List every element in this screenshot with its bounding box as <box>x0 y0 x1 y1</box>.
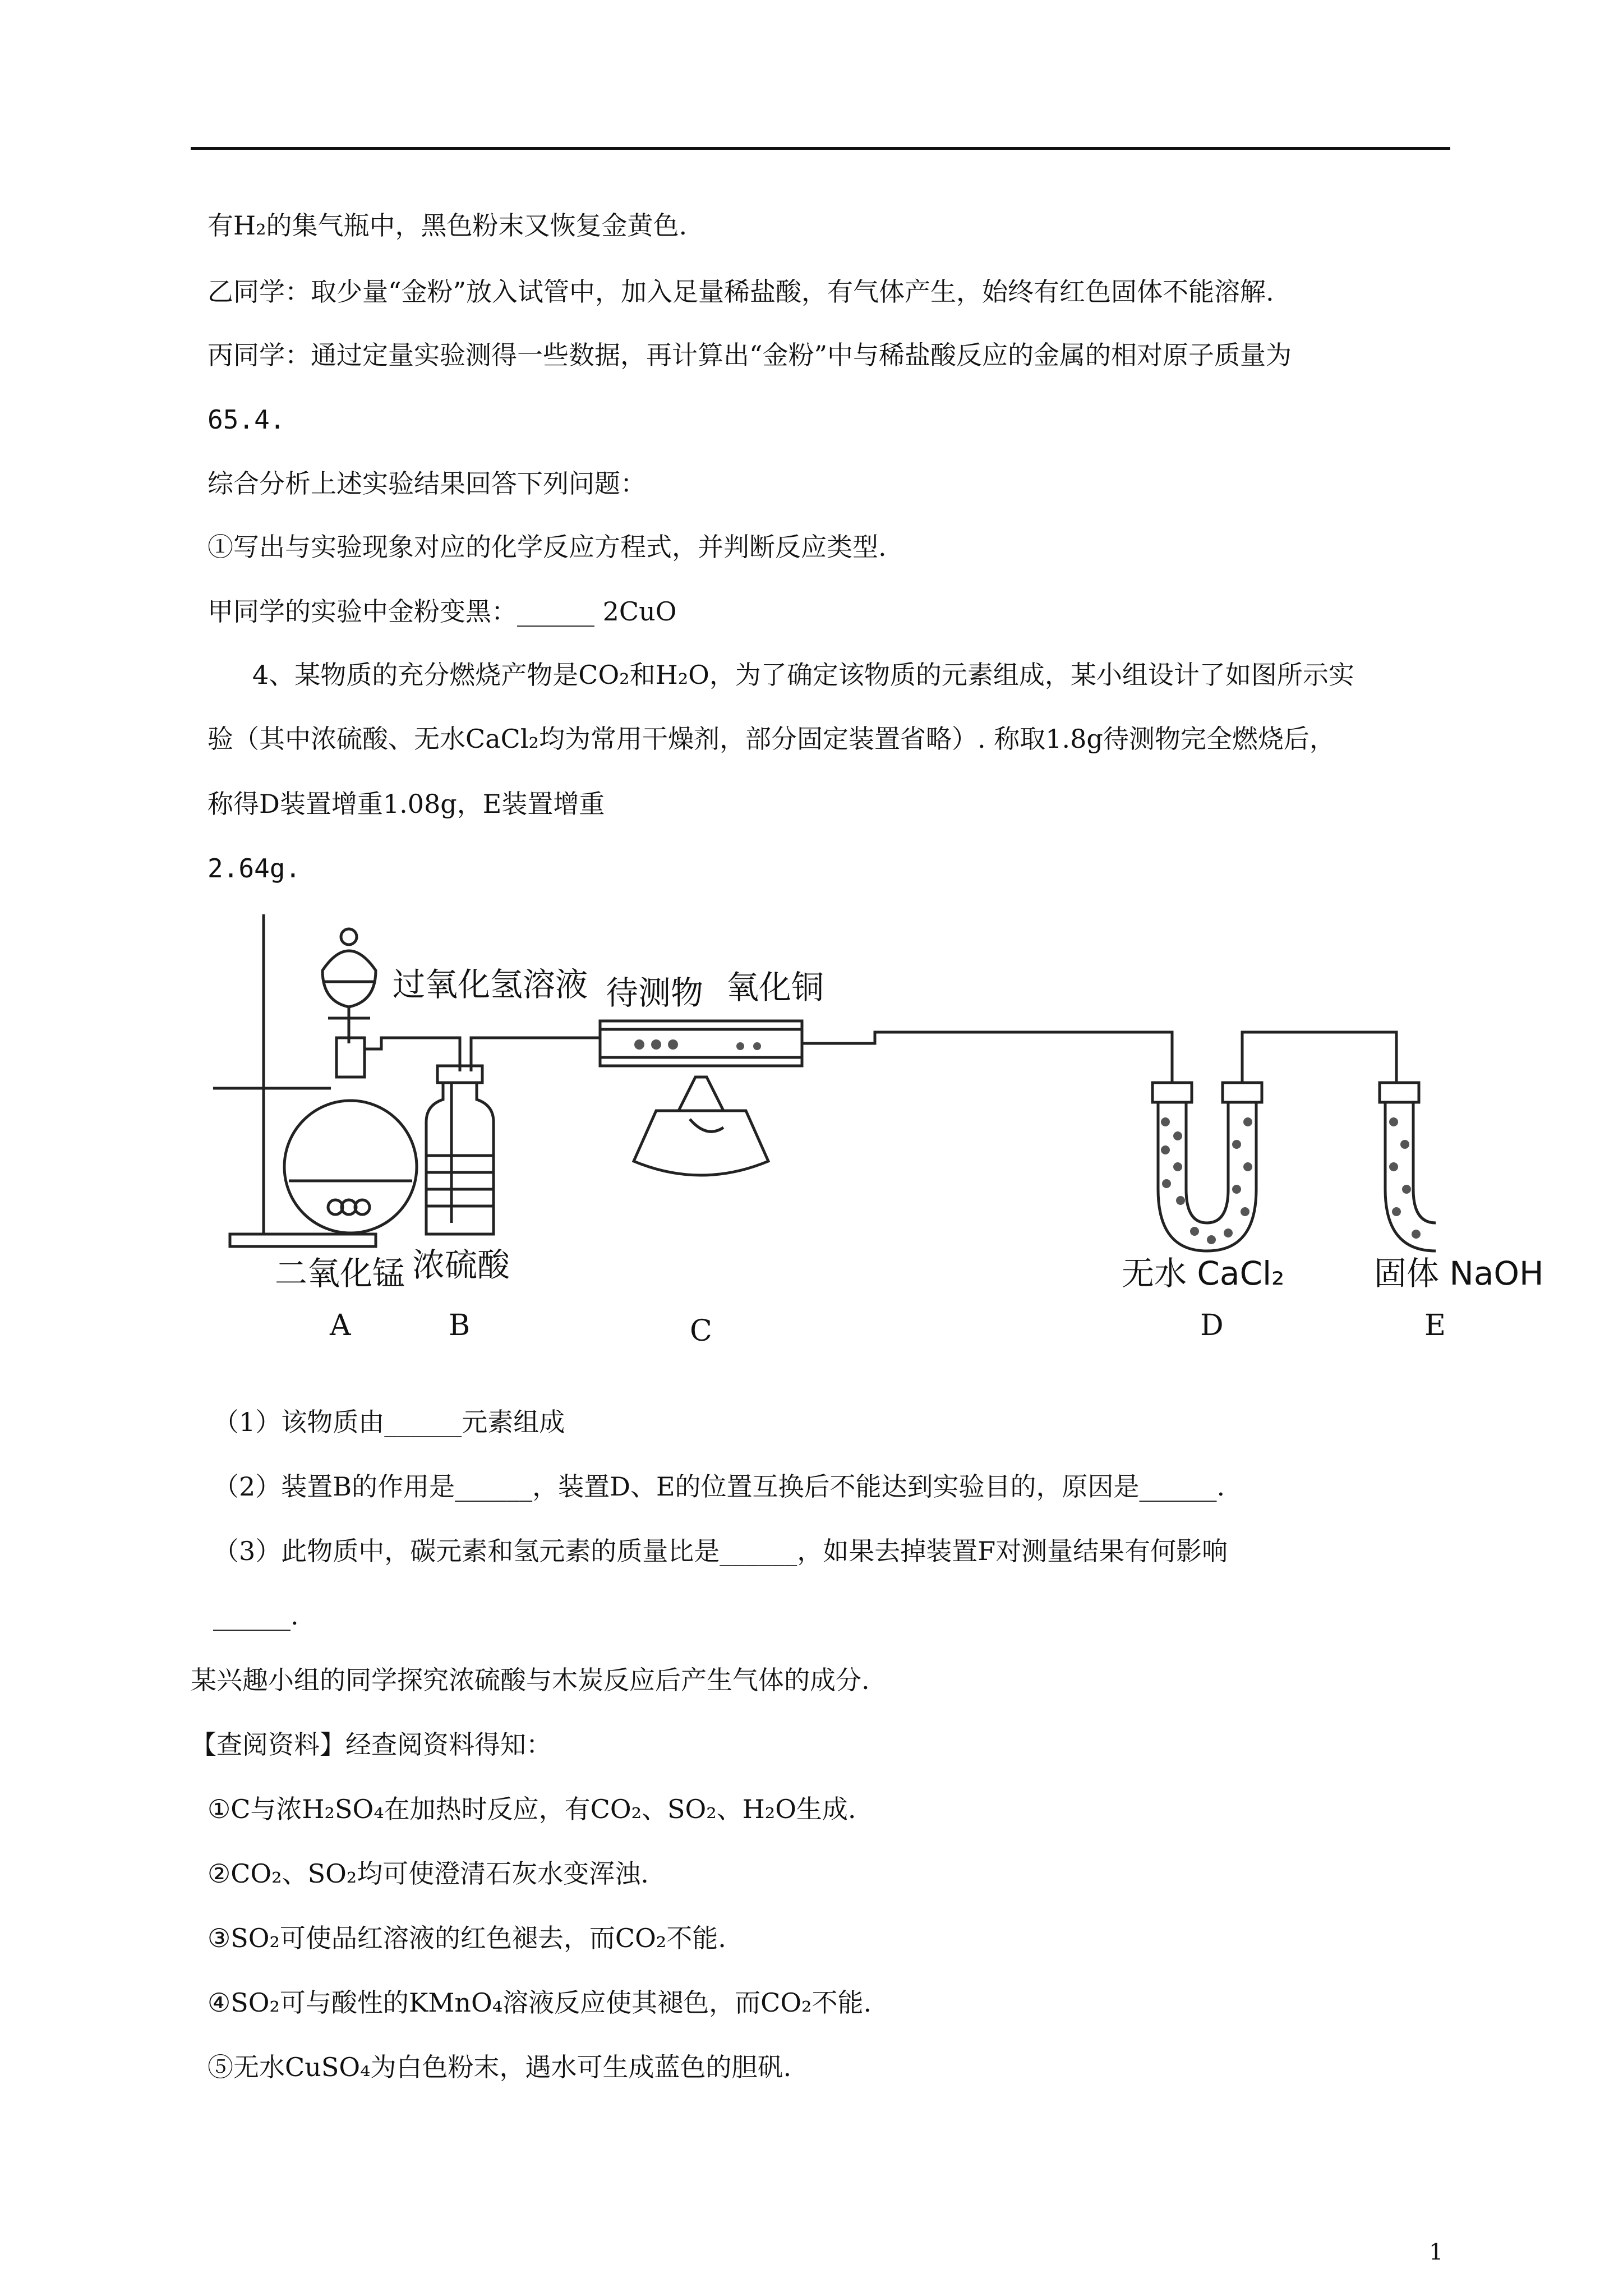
text-line: 2.64g. <box>208 853 301 884</box>
text-line: 有H₂的集气瓶中，黑色粉末又恢复金黄色. <box>208 210 688 241</box>
letter-b: B <box>449 1309 471 1342</box>
text-line: 甲同学的实验中金粉变黑：______ 2CuO <box>208 596 677 627</box>
list-item: ②CO₂、SO₂均可使澄清石灰水变浑浊. <box>208 1858 649 1889</box>
text-line: ①写出与实验现象对应的化学反应方程式，并判断反应类型. <box>208 532 887 562</box>
question-3-blank: ______. <box>213 1600 299 1631</box>
list-item: ③SO₂可使品红溶液的红色褪去，而CO₂不能. <box>208 1923 726 1953</box>
letter-a: A <box>330 1309 351 1342</box>
label-b: 浓硫酸 <box>412 1246 510 1284</box>
alcohol-lamp <box>634 1111 768 1175</box>
question-1: （1）该物质由______元素组成 <box>213 1407 565 1437</box>
text-line: 综合分析上述实验结果回答下列问题： <box>208 468 646 499</box>
u-tube-d-right-stopper <box>1223 1083 1262 1102</box>
header-rule <box>191 147 1450 150</box>
text-line: 称得D装置增重1.08g，E装置增重 <box>208 789 605 819</box>
text-line: 丙同学：通过定量实验测得一些数据，再计算出“金粉”中与稀盐酸反应的金属的相对原子质量为 <box>208 340 1292 370</box>
label-d: 无水 CaCl₂ <box>1122 1254 1285 1292</box>
u-tube-d <box>1158 1102 1256 1251</box>
section-heading: 【查阅资料】经查阅资料得知： <box>191 1729 552 1760</box>
letter-d: D <box>1200 1309 1224 1342</box>
label-cuo: 氧化铜 <box>726 968 824 1006</box>
granules <box>634 1039 1421 1244</box>
letter-c: C <box>690 1314 712 1348</box>
question-4-intro: 4、某物质的充分燃烧产物是CO₂和H₂O，为了确定该物质的元素组成，某小组设计了如图所示实 <box>252 660 1354 690</box>
combustion-tube <box>600 1021 802 1066</box>
list-item: ⑤无水CuSO₄为白色粉末，遇水可生成蓝色的胆矾. <box>208 2052 792 2082</box>
flask-neck <box>336 1038 365 1077</box>
separatory-funnel <box>322 951 376 1007</box>
question-3: （3）此物质中，碳元素和氢元素的质量比是______，如果去掉装置F对测量结果有何影响 <box>213 1536 1228 1566</box>
apparatus-figure <box>202 898 1544 1348</box>
text-line: 验（其中浓硫酸、无水CaCl₂均为常用干燥剂，部分固定装置省略）. 称取1.8g待测物完全燃烧后， <box>208 724 1335 754</box>
list-item: ①C与浓H₂SO₄在加热时反应，有CO₂、SO₂、H₂O生成. <box>208 1794 856 1824</box>
label-sample: 待测物 <box>606 974 704 1012</box>
bottle-b <box>426 1083 494 1234</box>
text-line: 65.4. <box>208 404 285 435</box>
text-line: 乙同学：取少量“金粉”放入试管中，加入足量稀盐酸，有气体产生，始终有红色固体不能溶解. <box>208 277 1274 307</box>
tube-c-d <box>802 1032 1172 1083</box>
list-item: ④SO₂可与酸性的KMnO₄溶液反应使其褪色，而CO₂不能. <box>208 1987 872 2018</box>
stand-base <box>230 1234 376 1246</box>
lamp-burner <box>679 1077 723 1111</box>
question-2: （2）装置B的作用是______，装置D、E的位置互换后不能达到实验目的，原因是______. <box>213 1471 1225 1502</box>
label-mno2: 二氧化锰 <box>275 1254 405 1292</box>
text-line: 某兴趣小组的同学探究浓硫酸与木炭反应后产生气体的成分. <box>191 1665 870 1695</box>
tube-d-e <box>1242 1032 1396 1083</box>
label-h2o2: 过氧化氢溶液 <box>393 965 588 1004</box>
label-e: 固体 NaOH <box>1374 1254 1544 1292</box>
u-tube-e-stopper <box>1380 1083 1419 1102</box>
letter-e: E <box>1424 1309 1446 1342</box>
funnel-stopper <box>341 929 357 945</box>
u-tube-d-left-stopper <box>1152 1083 1192 1102</box>
page-number: 1 <box>1429 2239 1444 2265</box>
